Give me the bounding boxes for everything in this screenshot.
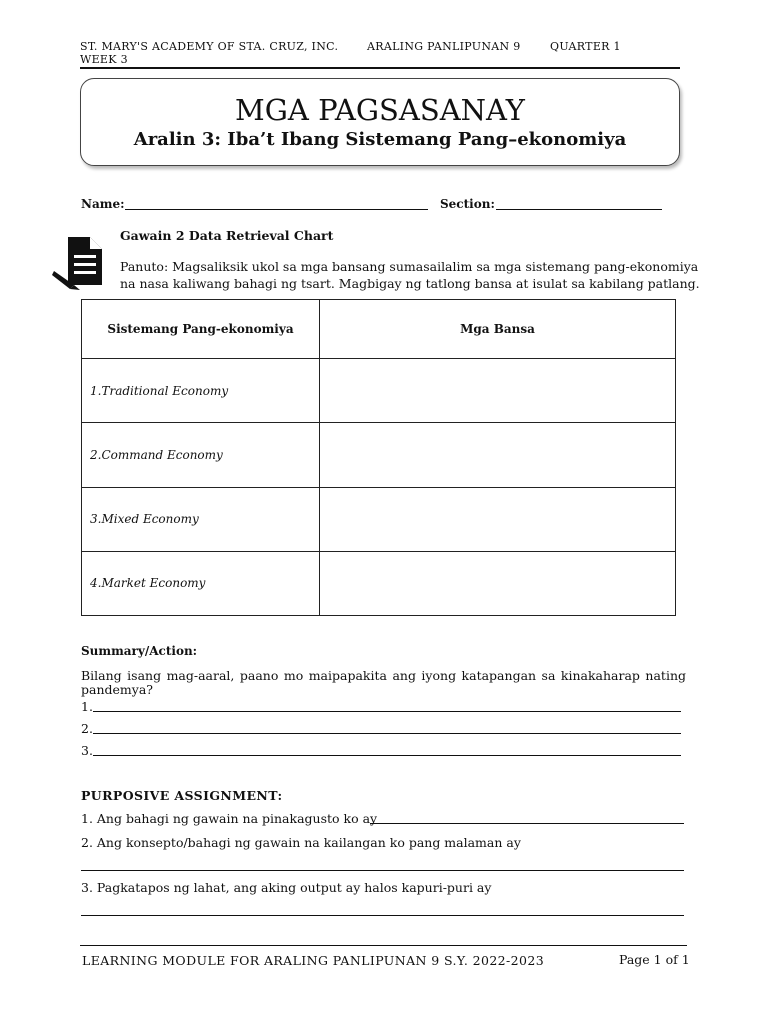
header-rule [80,67,680,69]
answer-line[interactable] [93,733,681,734]
section-label: Section: [440,197,495,211]
countries-answer-cell[interactable] [320,551,676,615]
lesson-title: Aralin 3: Iba’t Ibang Sistemang Pang–ekonomiya [133,129,627,150]
countries-answer-cell[interactable] [320,359,676,423]
section-field[interactable] [496,209,662,210]
economic-system-cell: 4.Market Economy [82,551,320,615]
countries-answer-cell[interactable] [320,487,676,551]
subject-name: ARALING PANLIPUNAN 9 [367,40,521,53]
answer-line[interactable] [93,755,681,756]
title-box [80,78,680,166]
activity-title: Gawain 2 Data Retrieval Chart [120,228,334,243]
assignment-answer-line[interactable] [370,823,684,824]
data-retrieval-chart [81,299,676,616]
name-field[interactable] [125,209,428,210]
page-number: Page 1 of 1 [619,952,690,967]
summary-question-line-1: Bilang isang mag-aaral, paano mo maipapakita ang iyong katapangan sa kinakaharap nating [81,668,686,683]
economic-system-cell: 1.Traditional Economy [82,359,320,423]
summary-heading: Summary/Action: [81,644,198,658]
page-title: MGA PAGSASANAY [235,93,525,127]
answer-number: 1. [81,699,93,714]
assignment-answer-line[interactable] [81,870,684,871]
answer-line[interactable] [93,711,681,712]
footer-module-label: LEARNING MODULE FOR ARALING PANLIPUNAN 9 S.Y. 2022-2023 [82,953,545,968]
column-header: Mga Bansa [320,300,676,359]
assignment-item: 2. Ang konsepto/bahagi ng gawain na kailangan ko pang malaman ay [81,835,521,850]
assignment-item: 1. Ang bahagi ng gawain na pinakagusto ko ay [81,811,378,826]
column-header: Sistemang Pang-ekonomiya [82,300,320,359]
school-name: ST. MARY'S ACADEMY OF STA. CRUZ, INC. [80,40,339,53]
economic-system-cell: 2.Command Economy [82,423,320,487]
instruction-line-1: Panuto: Magsaliksik ukol sa mga bansang sumasailalim sa mga sistemang pang-ekonomiya [120,259,699,274]
worksheet-pen-icon [52,235,108,291]
answer-number: 2. [81,721,93,736]
summary-question-line-2: pandemya? [81,682,153,697]
week-label: WEEK 3 [80,53,128,66]
economic-system-cell: 3.Mixed Economy [82,487,320,551]
countries-answer-cell[interactable] [320,423,676,487]
assignment-item: 3. Pagkatapos ng lahat, ang aking output ay halos kapuri-puri ay [81,880,492,895]
assignment-answer-line[interactable] [81,915,684,916]
quarter-label: QUARTER 1 [550,40,621,53]
footer-rule [80,945,687,946]
assignment-heading: PURPOSIVE ASSIGNMENT: [81,788,283,803]
instruction-line-2: na nasa kaliwang bahagi ng tsart. Magbigay ng tatlong bansa at isulat sa kabilang patlang. [120,276,700,291]
name-label: Name: [81,197,125,211]
answer-number: 3. [81,743,93,758]
